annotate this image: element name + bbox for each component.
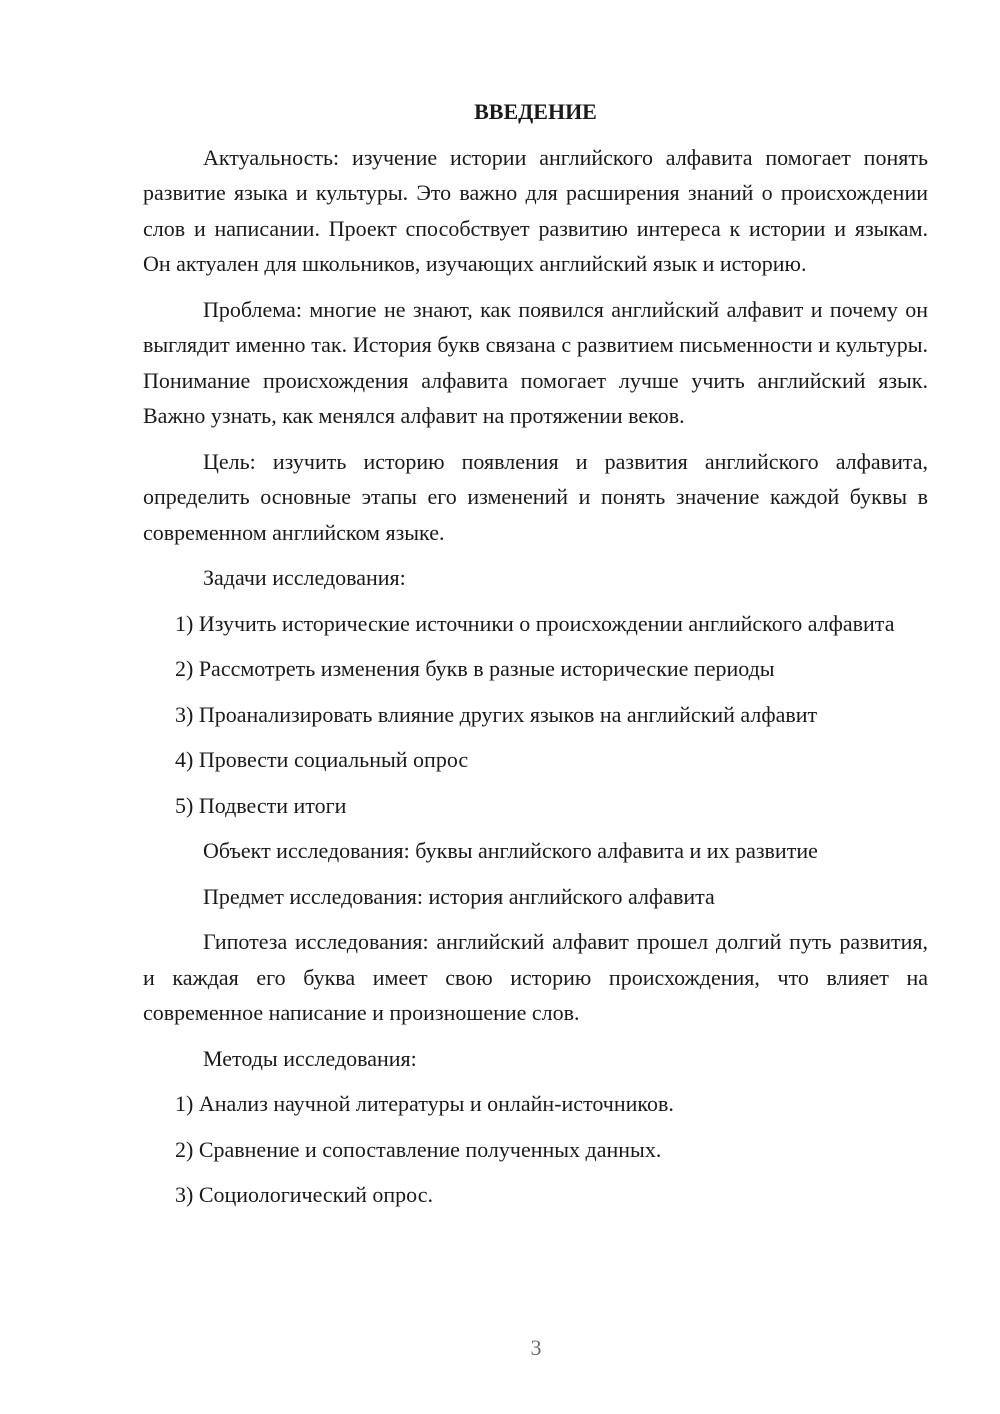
methods-label: Методы исследования:: [203, 1045, 417, 1071]
task-item: 2) Рассмотреть изменения букв в разные исторические периоды: [175, 656, 775, 681]
object-line: Объект исследования: буквы английского алфавита и их развитие: [203, 838, 818, 863]
method-item: 2) Сравнение и сопоставление полученных данных.: [175, 1136, 662, 1162]
section-title: ВВЕДЕНИЕ: [474, 99, 597, 124]
method-item: 3) Социологический опрос.: [175, 1182, 433, 1207]
problem-paragraph: Проблема: многие не знают, как появился английский алфавит и почему он выглядит именно так. История букв связана с развитием письменности и культуры. Понимание происхождения алфавита помогает лучше учить английский язык. Важно узнать, как менялся алфавит на протяжении веков.: [143, 296, 928, 428]
method-item: 1) Анализ научной литературы и онлайн-источников.: [175, 1091, 674, 1116]
goal-paragraph: Цель: изучить историю появления и развития английского алфавита, определить основные этапы его изменений и понять значение каждой буквы в современном английском языке.: [143, 448, 928, 545]
relevance-paragraph: Актуальность: изучение истории английского алфавита помогает понять развитие языка и культуры. Это важно для расширения знаний о происхождении слов и написании. Проект способствует развитию интереса к истории и языкам. Он актуален для школьников, изучающих английский язык и историю.: [143, 144, 928, 276]
page-number: 3: [530, 1335, 542, 1360]
task-item: 1) Изучить исторические источники о происхождении английского алфавита: [175, 610, 895, 636]
task-item: 5) Подвести итоги: [175, 792, 347, 818]
subject-line: Предмет исследования: история английского алфавита: [203, 883, 715, 909]
tasks-label: Задачи исследования:: [203, 565, 406, 590]
hypothesis-paragraph: Гипотеза исследования: английский алфавит прошел долгий путь развития, и каждая его буква имеет свою историю происхождения, что влияет на современное написание и произношение слов.: [143, 929, 928, 1025]
task-item: 3) Проанализировать влияние других языков на английский алфавит: [175, 701, 818, 727]
task-item: 4) Провести социальный опрос: [175, 747, 469, 772]
page-content: [143, 94, 928, 1223]
